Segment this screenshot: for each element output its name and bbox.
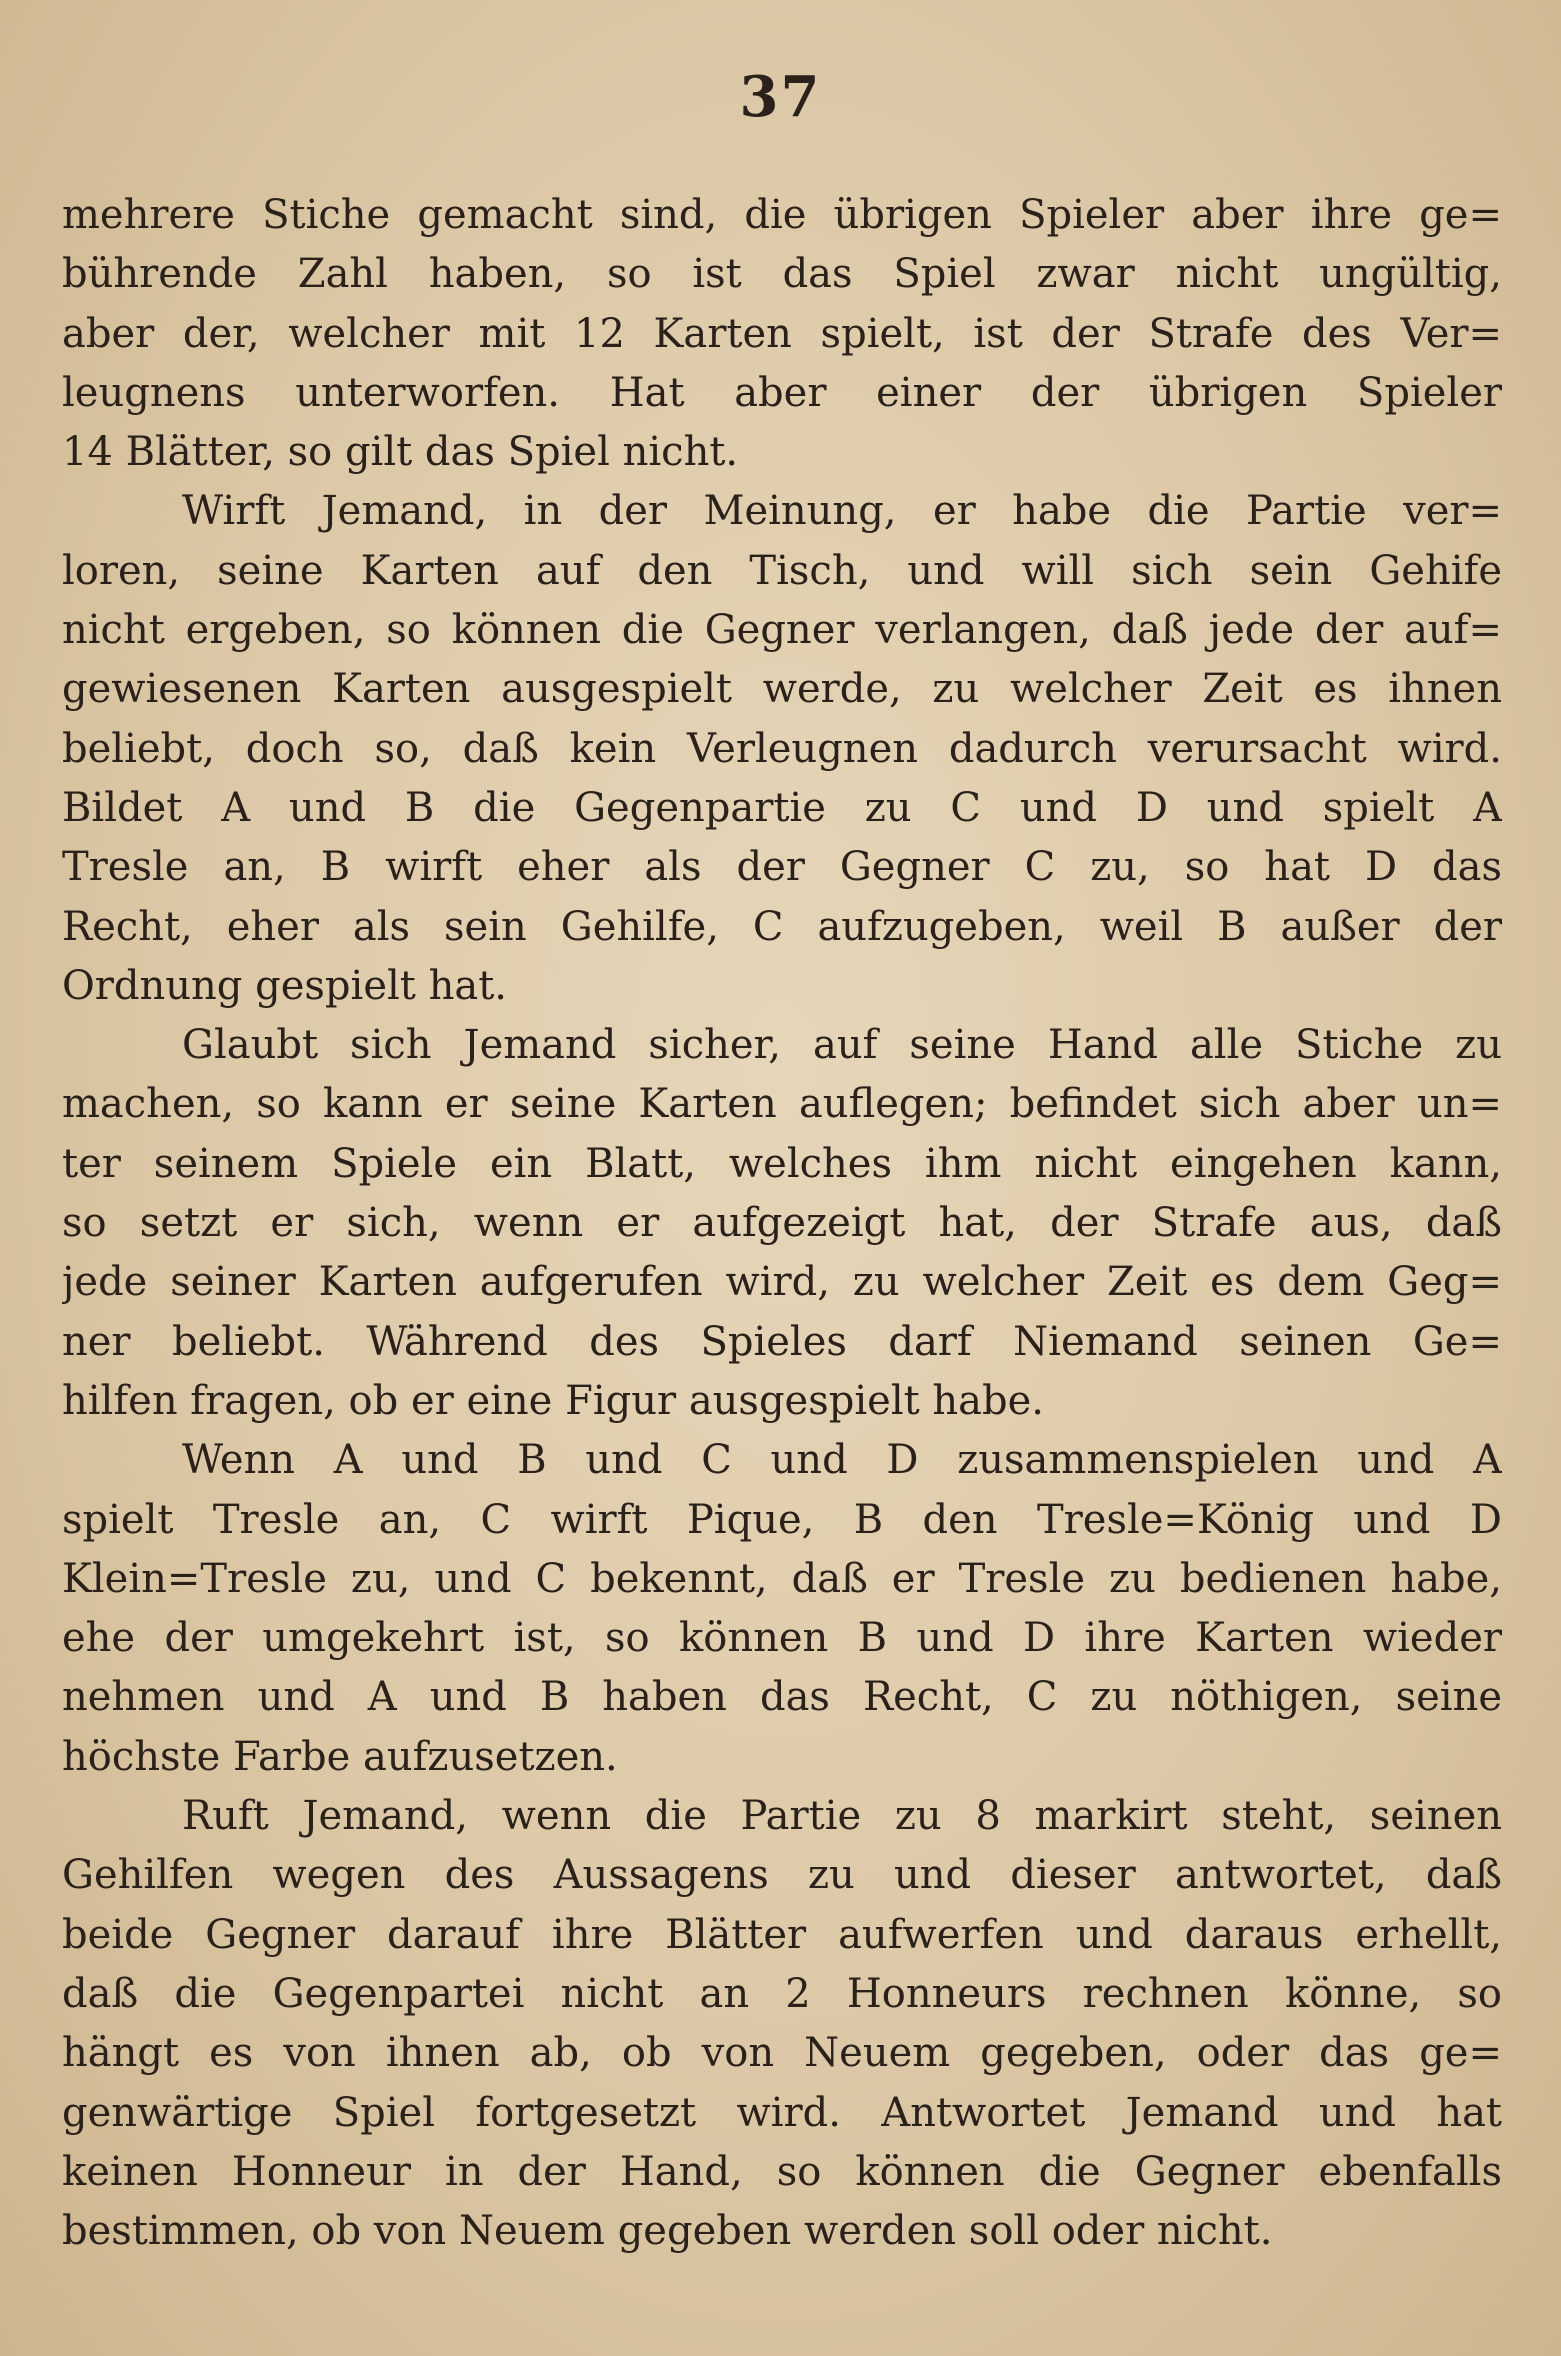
text-line: nehmen und A und B haben das Recht, C zu nöthigen, seine (62, 1674, 1502, 1721)
text-line: Ruft Jemand, wenn die Partie zu 8 markirt steht, seinen (182, 1793, 1502, 1840)
text-line: gewiesenen Karten ausgespielt werde, zu welcher Zeit es ihnen (62, 666, 1502, 713)
text-line: Tresle an, B wirft eher als der Gegner C zu, so hat D das (62, 844, 1502, 891)
body-text (62, 186, 1502, 2261)
text-line: höchste Farbe aufzusetzen. (62, 1733, 618, 1780)
text-line: Gehilfen wegen des Aussagens zu und dieser antwortet, daß (62, 1852, 1502, 1899)
text-line: keinen Honneur in der Hand, so können die Gegner ebenfalls (62, 2148, 1502, 2195)
text-line: daß die Gegenpartei nicht an 2 Honneurs rechnen könne, so (62, 1970, 1502, 2017)
text-line: beliebt, doch so, daß kein Verleugnen dadurch verursacht wird. (62, 725, 1502, 772)
text-line: loren, seine Karten auf den Tisch, und will sich sein Gehife (62, 547, 1502, 594)
text-line: Bildet A und B die Gegenpartie zu C und D und spielt A (62, 784, 1502, 831)
text-line: genwärtige Spiel fortgesetzt wird. Antwortet Jemand und hat (62, 2089, 1502, 2136)
text-line: Wenn A und B und C und D zusammenspielen und A (182, 1437, 1502, 1484)
text-line: Ordnung gespielt hat. (62, 962, 507, 1009)
text-line: machen, so kann er seine Karten auflegen; befindet sich aber un= (62, 1081, 1502, 1128)
text-line: aber der, welcher mit 12 Karten spielt, ist der Strafe des Ver= (62, 310, 1502, 357)
text-line: Wirft Jemand, in der Meinung, er habe die Partie ver= (182, 488, 1502, 535)
text-line: beide Gegner darauf ihre Blätter aufwerfen und daraus erhellt, (62, 1911, 1502, 1958)
text-line: jede seiner Karten aufgerufen wird, zu welcher Zeit es dem Geg= (62, 1259, 1502, 1306)
text-line: leugnens unterworfen. Hat aber einer der übrigen Spieler (62, 369, 1502, 416)
text-line: bührende Zahl haben, so ist das Spiel zwar nicht ungültig, (62, 251, 1502, 298)
text-line: nicht ergeben, so können die Gegner verlangen, daß jede der auf= (62, 607, 1502, 654)
text-line: ner beliebt. Während des Spieles darf Niemand seinen Ge= (62, 1318, 1502, 1365)
text-line: hilfen fragen, ob er eine Figur ausgespielt habe. (62, 1377, 1045, 1424)
text-line: bestimmen, ob von Neuem gegeben werden soll oder nicht. (62, 2208, 1273, 2255)
text-line: mehrere Stiche gemacht sind, die übrigen Spieler aber ihre ge= (62, 192, 1502, 238)
text-line: 14 Blätter, so gilt das Spiel nicht. (62, 429, 739, 476)
text-line: spielt Tresle an, C wirft Pique, B den Tresle=König und D (62, 1496, 1502, 1543)
text-line: Recht, eher als sein Gehilfe, C aufzugeben, weil B außer der (62, 903, 1502, 950)
text-line: so setzt er sich, wenn er aufgezeigt hat, der Strafe aus, daß (62, 1200, 1502, 1247)
text-line: hängt es von ihnen ab, ob von Neuem gegeben, oder das ge= (62, 2030, 1502, 2077)
text-line: Klein=Tresle zu, und C bekennt, daß er Tresle zu bedienen habe, (62, 1555, 1502, 1602)
text-line: ehe der umgekehrt ist, so können B und D ihre Karten wieder (62, 1615, 1502, 1662)
text-line: Glaubt sich Jemand sicher, auf seine Hand alle Stiche zu (182, 1022, 1502, 1069)
text-line: ter seinem Spiele ein Blatt, welches ihm nicht eingehen kann, (62, 1140, 1502, 1187)
page-number: 37 (739, 64, 822, 130)
